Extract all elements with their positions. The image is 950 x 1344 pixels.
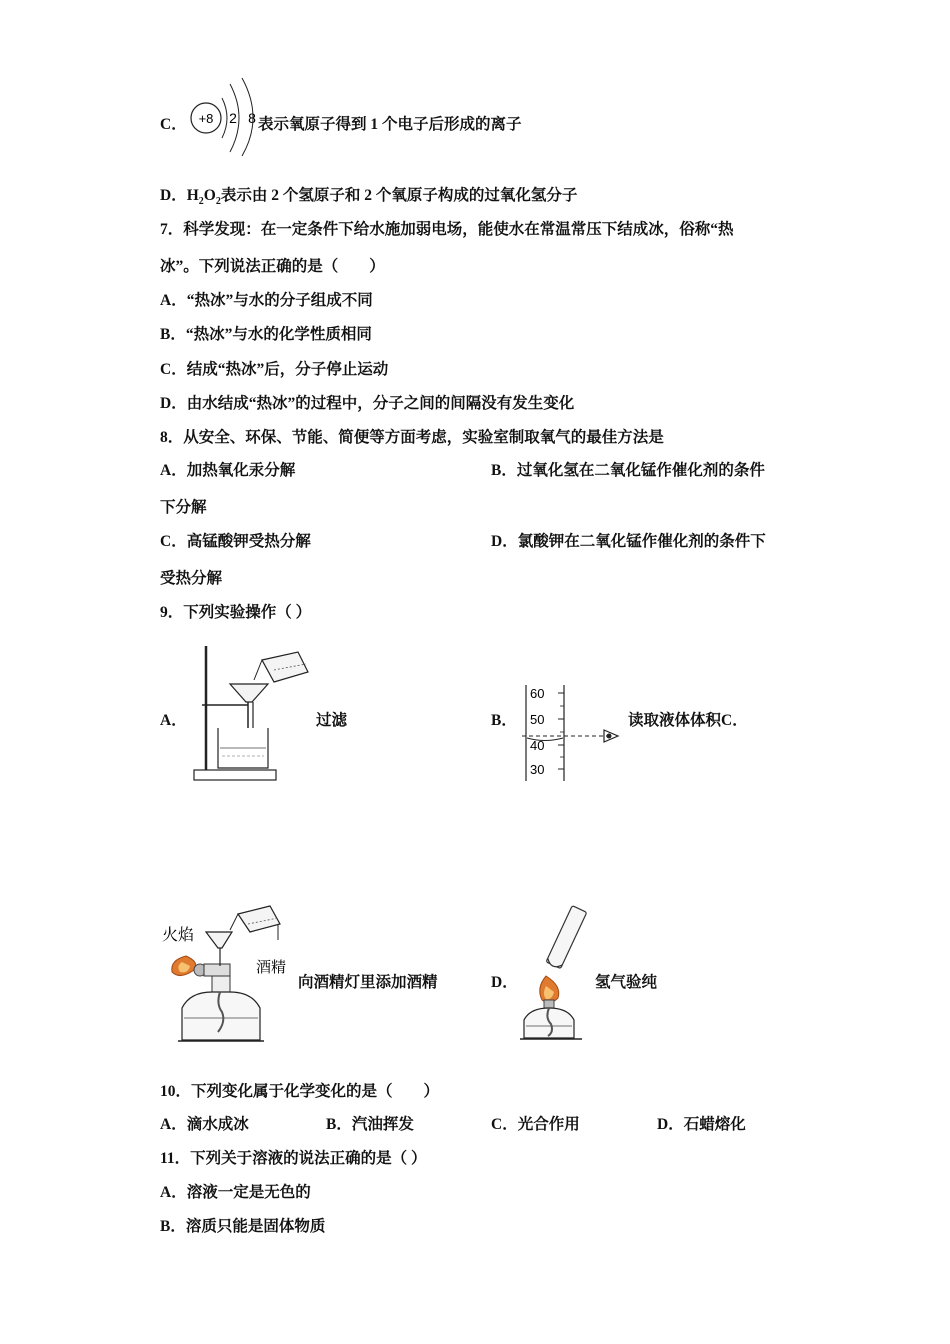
stand-base <box>194 770 276 780</box>
q6-option-d <box>160 186 577 212</box>
q8-option-d: D．氯酸钾在二氧化锰作催化剂的条件下 <box>491 533 766 550</box>
add-alcohol-lamp-figure <box>160 900 295 1045</box>
test-tube <box>546 906 587 970</box>
q9-option-b-letter: B． <box>491 712 517 729</box>
q7-stem-line1: 7．科学发现：在一定条件下给水施加弱电场，能使水在常温常压下结成冰，俗称“热 <box>160 221 734 238</box>
flame-label: 火焰 <box>162 927 195 944</box>
q7-stem-line2: 冰”。下列说法正确的是（ ） <box>160 258 385 275</box>
q11-option-a: A．溶液一定是无色的 <box>160 1184 311 1201</box>
q7-option-b: B．“热冰”与水的化学性质相同 <box>160 326 372 343</box>
q10-option-a: A．滴水成冰 <box>160 1116 249 1133</box>
funnel <box>206 932 232 948</box>
q11-option-b: B．溶质只能是固体物质 <box>160 1218 326 1235</box>
q9-option-d-text: 氢气验纯 <box>595 974 658 991</box>
q6-option-d-letter: D． <box>160 187 187 204</box>
oxygen-ion-structure-diagram <box>186 76 264 158</box>
q8-option-d-cont: 受热分解 <box>160 570 223 587</box>
alcohol-label: 酒精 <box>256 959 287 976</box>
shell-arc-1 <box>222 98 227 138</box>
q7-option-c: C．结成“热冰”后，分子停止运动 <box>160 361 389 378</box>
q9-option-c-text: 向酒精灯里添加酒精 <box>298 974 438 991</box>
shell2-electrons: 8 <box>248 110 256 126</box>
filtration-apparatus-figure <box>190 638 315 783</box>
lamp-body <box>182 992 260 1040</box>
pouring-beaker <box>238 906 280 932</box>
nucleus-charge: +8 <box>198 111 214 126</box>
lamp-neck <box>212 976 230 992</box>
q9-option-b-text: 读取液体体积C． <box>628 712 748 729</box>
q10-option-d: D．石蜡熔化 <box>657 1116 746 1133</box>
formula-o: O <box>203 187 216 204</box>
q9-stem: 9．下列实验操作（ ） <box>160 604 312 621</box>
formula-h: H <box>186 187 199 204</box>
q9-option-a-text: 过滤 <box>316 712 348 729</box>
q6-option-c-letter: C． <box>160 116 187 133</box>
q7-option-d: D．由水结成“热冰”的过程中，分子之间的间隔没有发生变化 <box>160 395 575 412</box>
q8-option-b: B．过氧化氢在二氧化锰作催化剂的条件 <box>491 462 765 479</box>
q8-option-a: A．加热氧化汞分解 <box>160 462 296 479</box>
q10-option-b: B．汽油挥发 <box>326 1116 414 1133</box>
q6-option-d-text: 表示由 2 个氢原子和 2 个氧原子构成的过氧化氢分子 <box>220 187 578 204</box>
formula-sub-1: 2 <box>198 196 204 208</box>
lamp-cap <box>544 1000 554 1008</box>
q7-option-a: A．“热冰”与水的分子组成不同 <box>160 292 373 309</box>
graduated-cylinder-figure <box>520 683 625 783</box>
shell1-electrons: 2 <box>229 110 237 126</box>
formula-sub-2: 2 <box>215 196 221 208</box>
q10-stem: 10．下列变化属于化学变化的是（ ） <box>160 1083 440 1100</box>
q6-option-c-text: 表示氧原子得到 1 个电子后形成的离子 <box>258 116 522 133</box>
q8-option-c: C．高锰酸钾受热分解 <box>160 533 311 550</box>
tick-40: 40 <box>530 738 545 753</box>
hydrogen-purity-test-figure <box>518 902 594 1044</box>
q11-stem: 11．下列关于溶液的说法正确的是（ ） <box>160 1150 427 1167</box>
q9-option-d-letter: D． <box>491 974 518 991</box>
tick-30: 30 <box>530 762 545 777</box>
q8-option-b-cont: 下分解 <box>160 499 207 516</box>
q10-option-c: C．光合作用 <box>491 1116 580 1133</box>
tick-60: 60 <box>530 686 545 701</box>
tick-50: 50 <box>530 712 545 727</box>
q9-option-a-letter: A． <box>160 712 187 729</box>
pouring-beaker <box>262 652 308 682</box>
glass-rod <box>254 660 262 680</box>
q8-stem: 8．从安全、环保、节能、简便等方面考虑，实验室制取氧气的最佳方法是 <box>160 429 664 446</box>
funnel-cone <box>230 684 268 702</box>
